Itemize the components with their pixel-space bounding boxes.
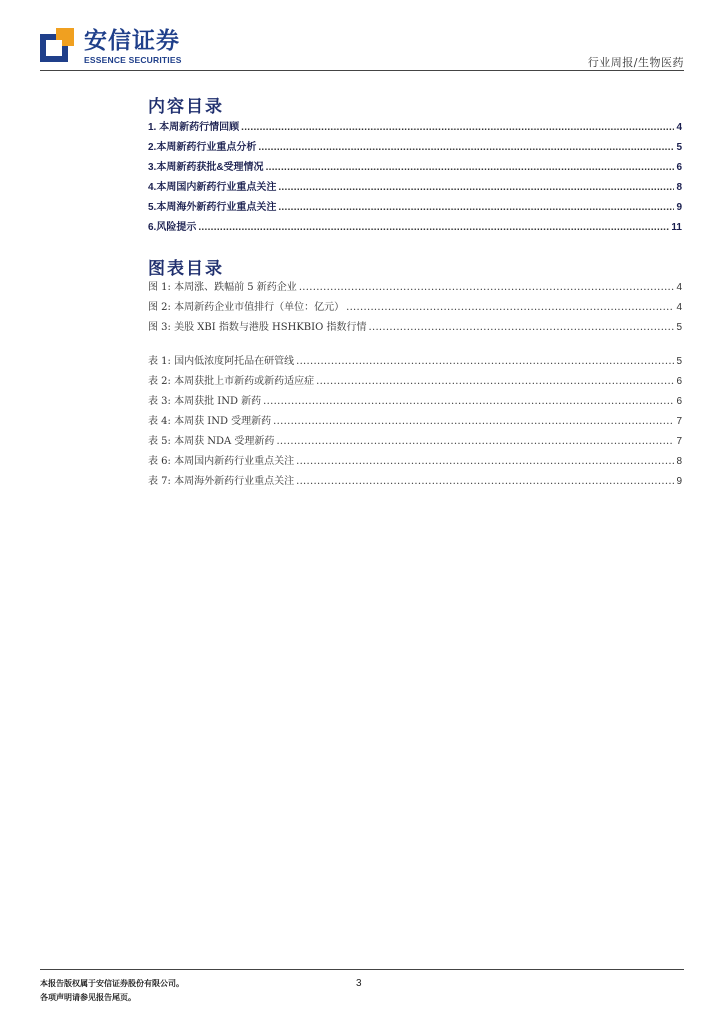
toc-entry-page: 4 xyxy=(676,282,682,293)
toc-entry-label: 表 5: 本周获 NDA 受理新药 xyxy=(148,436,275,447)
dot-leader xyxy=(346,302,674,313)
toc-entry-page: 5 xyxy=(676,356,682,367)
toc-entry-page: 9 xyxy=(676,476,682,487)
toc-entry-page: 9 xyxy=(676,202,682,213)
toc-entry-label: 表 4: 本周获 IND 受理新药 xyxy=(148,416,272,427)
dot-leader xyxy=(266,162,675,173)
dot-leader xyxy=(198,222,669,233)
dot-leader xyxy=(273,416,674,427)
toc-entry-page: 7 xyxy=(676,436,682,447)
toc-entry[interactable] xyxy=(148,218,682,238)
toc-entry-label: 5.本周海外新药行业重点关注 xyxy=(148,202,277,213)
toc-entry[interactable] xyxy=(148,352,682,372)
toc-entry-label: 表 6: 本周国内新药行业重点关注 xyxy=(148,456,295,467)
toc-entry-label: 1. 本周新药行情回顾 xyxy=(148,122,240,133)
toc-entry-label: 表 1: 国内低浓度阿托品在研管线 xyxy=(148,356,295,367)
toc-entry-page: 6 xyxy=(676,162,682,173)
toc-entry[interactable] xyxy=(148,372,682,392)
toc-entry[interactable] xyxy=(148,472,682,492)
header-divider xyxy=(40,70,684,71)
dot-leader xyxy=(299,282,675,293)
toc-entry-page: 11 xyxy=(671,222,682,233)
toc-entry-page: 5 xyxy=(676,142,682,153)
dot-leader xyxy=(316,376,674,387)
logo-en-text: ESSENCE SECURITIES xyxy=(84,55,182,65)
dot-leader xyxy=(263,396,674,407)
page-number: 3 xyxy=(356,978,362,989)
toc-entry-page: 8 xyxy=(676,456,682,467)
contents-title: 内容目录 xyxy=(148,97,224,117)
toc-entry-page: 4 xyxy=(676,302,682,313)
toc-entry-label: 表 7: 本周海外新药行业重点关注 xyxy=(148,476,295,487)
logo-cn-text: 安信证券 xyxy=(84,28,180,54)
toc-entry-page: 6 xyxy=(676,376,682,387)
toc-entry[interactable] xyxy=(148,158,682,178)
dot-leader xyxy=(276,436,674,447)
dot-leader xyxy=(296,456,674,467)
tables-list xyxy=(148,352,682,492)
toc-entry-label: 图 1: 本周涨、跌幅前 5 新药企业 xyxy=(148,282,297,293)
dot-leader xyxy=(241,122,674,133)
dot-leader xyxy=(296,356,674,367)
toc-entry-label: 3.本周新药获批&受理情况 xyxy=(148,162,264,173)
toc-entry[interactable] xyxy=(148,298,682,318)
toc-entry[interactable] xyxy=(148,318,682,338)
toc-entry-label: 图 2: 本周新药企业市值排行（单位：亿元） xyxy=(148,302,345,313)
figures-list xyxy=(148,278,682,338)
toc-entry-label: 6.风险提示 xyxy=(148,222,197,233)
toc-entry-label: 4.本周国内新药行业重点关注 xyxy=(148,182,277,193)
page-header xyxy=(0,0,724,72)
toc-entry-label: 2.本周新药行业重点分析 xyxy=(148,142,257,153)
footer-notice: 各项声明请参见报告尾页。 xyxy=(40,992,136,1002)
toc-entry-page: 7 xyxy=(676,416,682,427)
toc-entry-label: 表 3: 本周获批 IND 新药 xyxy=(148,396,262,407)
toc-entry[interactable] xyxy=(148,432,682,452)
toc-entry[interactable] xyxy=(148,452,682,472)
toc-entry[interactable] xyxy=(148,198,682,218)
dot-leader xyxy=(258,142,674,153)
toc-entry[interactable] xyxy=(148,138,682,158)
footer-disclaimer xyxy=(40,976,184,1004)
dot-leader xyxy=(278,202,674,213)
footer-copyright: 本报告版权属于安信证券股份有限公司。 xyxy=(40,978,184,988)
toc-entry-page: 6 xyxy=(676,396,682,407)
footer-divider xyxy=(40,969,684,970)
dot-leader xyxy=(368,322,674,333)
toc-entry[interactable] xyxy=(148,278,682,298)
figures-title: 图表目录 xyxy=(148,259,224,279)
dot-leader xyxy=(296,476,674,487)
toc-entry-label: 图 3: 美股 XBI 指数与港股 HSHKBIO 指数行情 xyxy=(148,322,367,333)
toc-entry-label: 表 2: 本周获批上市新药或新药适应症 xyxy=(148,376,315,387)
toc-entry[interactable] xyxy=(148,392,682,412)
toc-entry[interactable] xyxy=(148,178,682,198)
toc-entry[interactable] xyxy=(148,118,682,138)
dot-leader xyxy=(278,182,674,193)
document-category: 行业周报/生物医药 xyxy=(587,56,684,69)
essence-logo-icon xyxy=(40,28,74,62)
contents-list xyxy=(148,118,682,238)
toc-entry-page: 5 xyxy=(676,322,682,333)
toc-entry-page: 4 xyxy=(676,122,682,133)
toc-entry[interactable] xyxy=(148,412,682,432)
toc-entry-page: 8 xyxy=(676,182,682,193)
